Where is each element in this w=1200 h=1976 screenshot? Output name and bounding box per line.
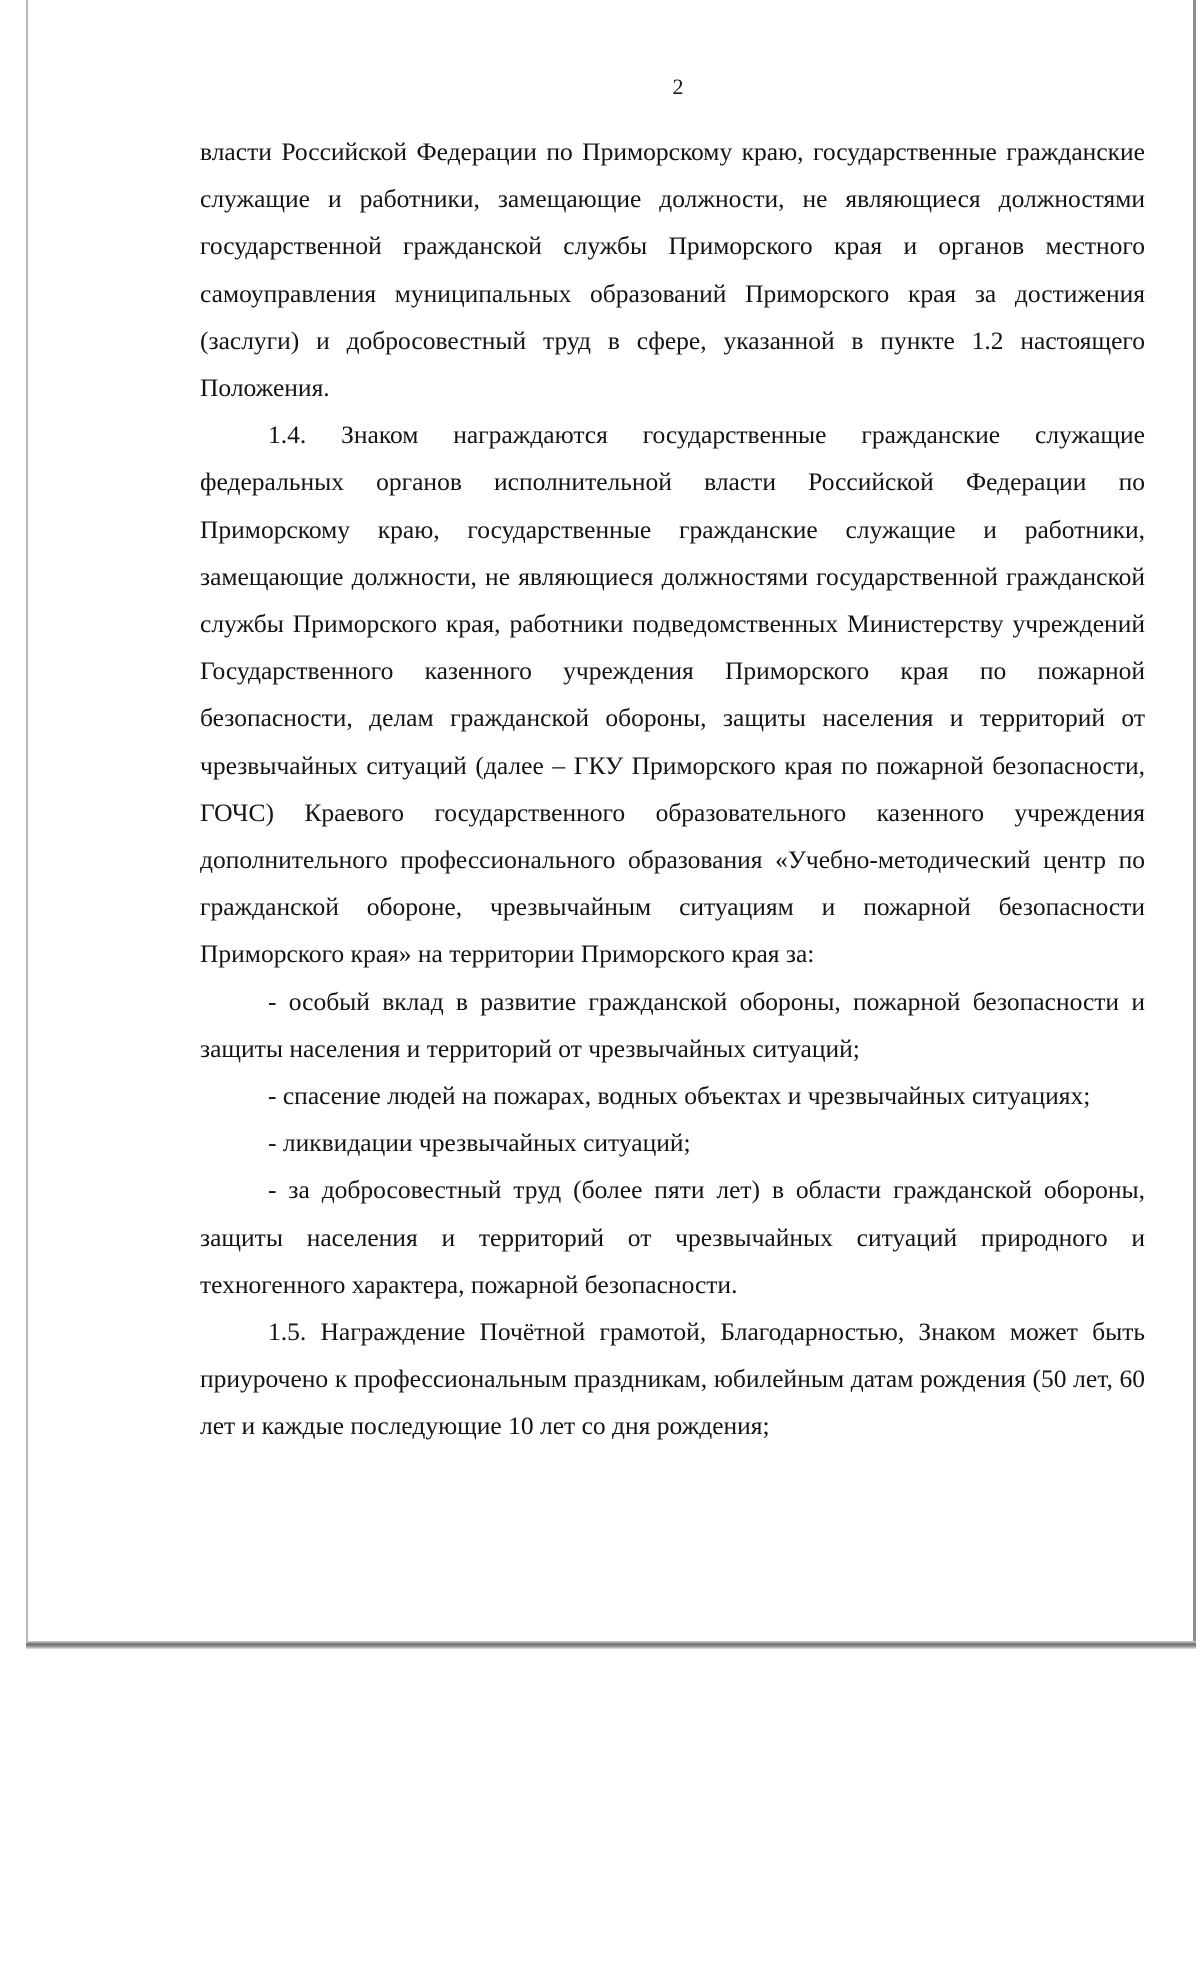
page-bottom-edge [26,1641,1196,1649]
list-item-rescue: - спасение людей на пожарах, водных объектах и чрезвычайных ситуациях; [268,1081,1091,1111]
list-item-liquidation: - ликвидации чрезвычайных ситуаций; [268,1128,691,1158]
list-item-contribution: - особый вклад в развитие гражданской обороны, пожарной безопасности и защиты населения и территорий от чрезвычайных ситуаций; [200,986,1145,1063]
paragraph-continuation: власти Российской Федерации по Приморскому краю, государственные гражданские служащие и работники, замещающие должности, не являющиеся должностями государственной гражданской службы Приморского края и органов местного самоуправления муниципальных образований Приморского края за достижения (заслуги) и добросовестный труд в сфере, указанной в пункте 1.2 настоящего Положения. [200,137,1145,403]
document-body [200,128,1145,1450]
scanned-page [26,0,1196,1646]
paragraph-1-4: 1.4. Знаком награждаются государственные гражданские служащие федеральных органов исполнительной власти Российской Федерации по Приморскому краю, государственные гражданские служащие и работники, замещающие должности, не являющиеся должностями государственной гражданской службы Приморского края, работники подведомственных Министерству учреждений Государственного казенного учреждения Приморского края по пожарной безопасности, делам гражданской обороны, защиты населения и территорий от чрезвычайных ситуаций (далее – ГКУ Приморского края по пожарной безопасности, ГОЧС) Краевого государственного образовательного казенного учреждения дополнительного профессионального образования «Учебно-методический центр по гражданской обороне, чрезвычайным ситуациям и пожарной безопасности Приморского края» на территории Приморского края за: [200,420,1145,969]
paragraph-1-5: 1.5. Награждение Почётной грамотой, Благодарностью, Знаком может быть приурочено к профессиональным праздникам, юбилейным датам рождения (50 лет, 60 лет и каждые последующие 10 лет со дня рождения; [200,1317,1145,1441]
list-item-service: - за добросовестный труд (более пяти лет) в области гражданской обороны, защиты населения и территорий от чрезвычайных ситуаций природного и техногенного характера, пожарной безопасности. [200,1175,1145,1299]
page-number: 2 [672,74,684,99]
